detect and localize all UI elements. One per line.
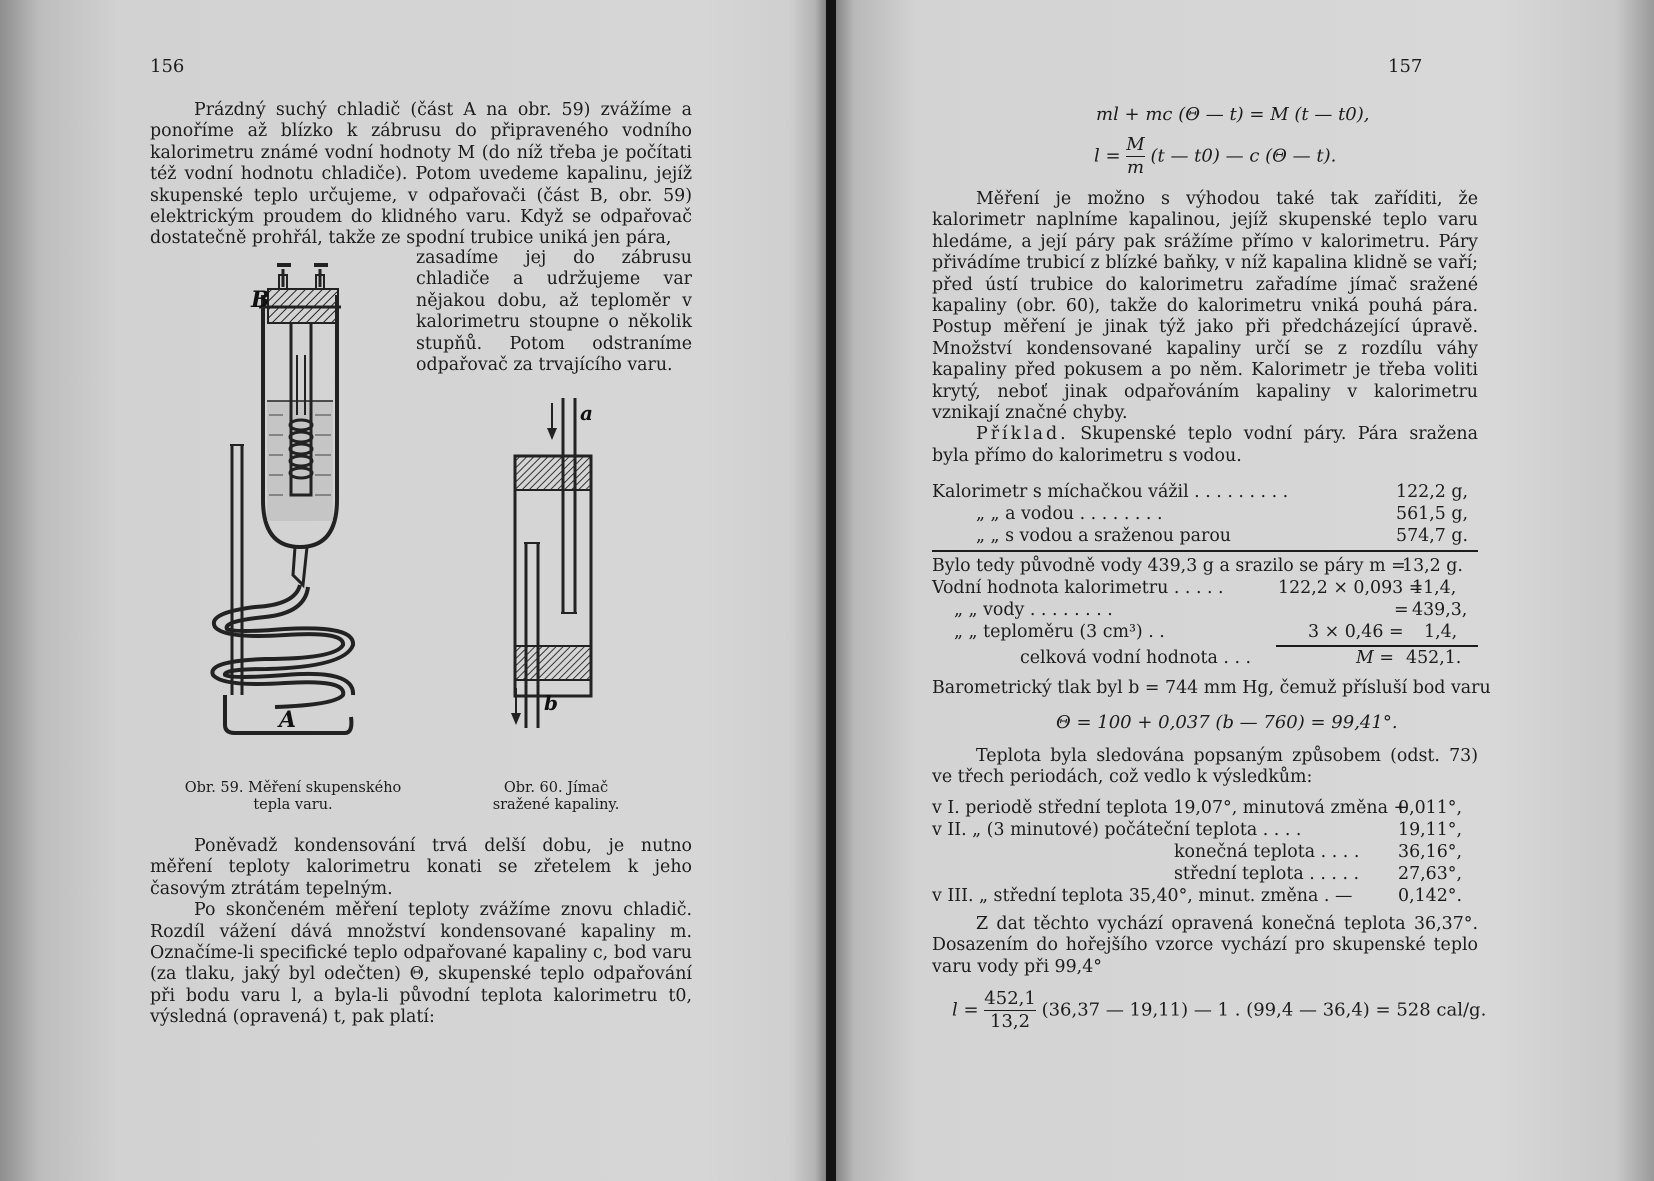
- period-row-5-label: v III. „ střední teplota 35,40°, minut. změna . —: [932, 886, 1353, 906]
- water-value-row-4-calc: M =: [1356, 648, 1394, 668]
- figure-60-caption: Obr. 60. Jímač sražené kapaliny.: [492, 780, 620, 813]
- final-equation: [952, 988, 1486, 1033]
- period-row-4-value: 27,63°,: [1398, 864, 1463, 884]
- equation-2-left: l =: [1094, 145, 1121, 167]
- figure-59-label-b: B: [251, 287, 270, 313]
- side-text: zasadíme jej do zábrusu chladiče a udržujeme var nějakou dobu, až teploměr v kalorimetru stoupne o několik stupňů. Potom odstraníme odpařovač za trvajícího varu.: [416, 248, 692, 376]
- para-condensing: Poněvadž kondensování trvá delší dobu, je nutno měření teploty kalorimetru konati se zřetelem k jeho časovým ztrátám tepelným.: [150, 836, 692, 899]
- equation-2-fraction: [1126, 134, 1144, 179]
- equation-2-right: (t — t0) — c (Θ — t).: [1150, 145, 1337, 167]
- weighing-row-1-label: Kalorimetr s míchačkou vážil . . . . . . . . .: [932, 482, 1289, 502]
- theta-equation: Θ = 100 + 0,037 (b — 760) = 99,41°.: [1056, 712, 1398, 733]
- water-value-row-4-label: celková vodní hodnota . . .: [1020, 648, 1252, 668]
- method-text: Měření je možno s výhodou také tak zaříditi, že kalorimetr naplníme kapalinou, jejíž skupenské teplo varu hledáme, a její páry pak srážíme přímo v kalorimetru. Páry přivádíme trubicí z blízké baňky, v níž kapalina klidně se vaří; před ústí trubice do kalorimetru zařadíme jímač sražené kapaliny (obr. 60), takže do kalorimetru vniká pouhá pára. Postup měření je jinak týž jako při předcházející úpravě. Množství kondensované kapaliny určí se z rozdílu váhy kapaliny před pokusem a po něm. Kalorimetr je třeba voliti krytý, neboť jinak odpařováním kapaliny v kalorimetru vznikají značné chyby.: [932, 189, 1478, 424]
- period-row-5-value: 0,142°.: [1398, 886, 1463, 906]
- intro-text: Prázdný suchý chladič (část A na obr. 59) zvážíme a ponoříme až blízko k zábrusu do připraveného vodního kalorimetru známé vodní hodnoty M (do níž třeba je počítati též vodní hodnotu chladiče). Potom uvedeme kapalinu, jejíž skupenské teplo určujeme, v odpařovači (část B, obr. 59) elektrickým proudem do klidného varu. Když se odpařovač dostatečně prohřál, takže ze spodní trubice uniká jen pára,: [150, 100, 692, 249]
- figure-59-caption: Obr. 59. Měření skupenského tepla varu.: [184, 780, 402, 813]
- period-row-1-label: v I. periodě střední teplota 19,07°, minutová změna +: [932, 798, 1409, 818]
- example-paragraph: [932, 424, 1478, 467]
- temperature-intro-text: Teplota byla sledována popsaným způsobem (odst. 73) ve třech periodách, což vedlo k výsledkům:: [932, 746, 1478, 788]
- period-row-3-value: 36,16°,: [1398, 842, 1463, 862]
- figure-60-label-b: b: [544, 691, 558, 715]
- weighing-rule: [932, 550, 1478, 552]
- method-paragraph: [932, 189, 1478, 467]
- figure-60-diagram: [500, 398, 610, 778]
- water-value-row-3-value: 1,4,: [1424, 622, 1458, 642]
- equation-1: ml + mc (Θ — t) = M (t — t0),: [1096, 104, 1370, 125]
- para-measurement: Po skončeném měření teploty zvážíme znovu chladič. Rozdíl vážení dává množství kondensované kapaliny m. Označíme-li specifické teplo odpařované kapaliny c, bod varu (za tlaku, jaký byl odečten) Θ, skupenské teplo odpařování při bodu varu l, a byla-li původní teplota kalorimetru t0, výsledná (opravená) t, pak platí:: [150, 900, 692, 1028]
- temperature-intro: [932, 746, 1478, 789]
- period-row-4-label: střední teplota . . . . .: [1174, 864, 1360, 884]
- equation-2-denominator: m: [1126, 157, 1145, 178]
- final-equation-fraction: [984, 988, 1036, 1033]
- period-row-2-label: v II. „ (3 minutové) počáteční teplota . . . .: [932, 820, 1302, 840]
- right-page: [836, 0, 1654, 1181]
- period-row-1-value: 0,011°,: [1398, 798, 1463, 818]
- water-value-row-1-value: 11,4,: [1412, 578, 1457, 598]
- final-equation-left: l =: [952, 999, 979, 1021]
- final-equation-right: (36,37 — 19,11) — 1 . (99,4 — 36,4) = 528 cal/g.: [1041, 999, 1487, 1021]
- barometric-text: Barometrický tlak byl b = 744 mm Hg, čemuž přísluší bod varu: [932, 678, 1491, 698]
- water-value-row-1-calc: 122,2 × 0,093 =: [1278, 578, 1424, 598]
- water-value-rule: [1276, 645, 1478, 647]
- period-row-3-label: konečná teplota . . . .: [1174, 842, 1360, 862]
- side-paragraph: [416, 248, 692, 376]
- example-text: Skupenské teplo vodní páry. Pára sražena byla přímo do kalorimetru s vodou.: [932, 424, 1478, 466]
- figure-59-label-a: A: [279, 707, 297, 733]
- weighing-row-3-label: „ „ s vodou a sraženou parou: [976, 526, 1231, 546]
- weighing-row-2-label: „ „ a vodou . . . . . . . .: [976, 504, 1163, 524]
- example-heading: Příklad.: [976, 424, 1069, 445]
- intro-paragraph: [150, 100, 692, 250]
- water-value-row-1-label: Vodní hodnota kalorimetru . . . . .: [932, 578, 1224, 598]
- conclusion-paragraphs: [150, 836, 692, 1029]
- figure-60-label-a: a: [580, 401, 593, 425]
- water-line-text: Bylo tedy původně vody 439,3 g a srazilo se páry m =: [932, 556, 1406, 576]
- result-paragraph: [932, 914, 1478, 978]
- equation-2: [1094, 134, 1336, 179]
- water-value-row-3-label: „ „ teploměru (3 cm³) . .: [954, 622, 1165, 642]
- figure-59-diagram: [195, 255, 375, 745]
- final-equation-denominator: 13,2: [990, 1011, 1031, 1032]
- equation-2-numerator: M: [1126, 134, 1145, 155]
- water-value-row-2-value: 439,3,: [1412, 600, 1468, 620]
- result-text: Z dat těchto vychází opravená konečná teplota 36,37°. Dosazením do hořejšího vzorce vychází pro skupenské teplo varu vody při 99,4°: [932, 914, 1478, 977]
- page-number-right: 157: [1388, 56, 1423, 77]
- weighing-row-1-value: 122,2 g,: [1396, 482, 1468, 502]
- weighing-row-2-value: 561,5 g,: [1396, 504, 1468, 524]
- period-row-2-value: 19,11°,: [1398, 820, 1463, 840]
- weighing-row-3-value: 574,7 g.: [1396, 526, 1468, 546]
- water-value-row-3-calc: 3 × 0,46 =: [1308, 622, 1404, 642]
- page-number-left: 156: [150, 56, 185, 77]
- final-equation-numerator: 452,1: [984, 988, 1036, 1009]
- water-value-row-2-label: „ „ vody . . . . . . . .: [954, 600, 1113, 620]
- water-value-row-2-calc: =: [1394, 600, 1409, 620]
- water-line-value: 13,2 g.: [1402, 556, 1463, 576]
- water-value-row-4-value: 452,1.: [1406, 648, 1462, 668]
